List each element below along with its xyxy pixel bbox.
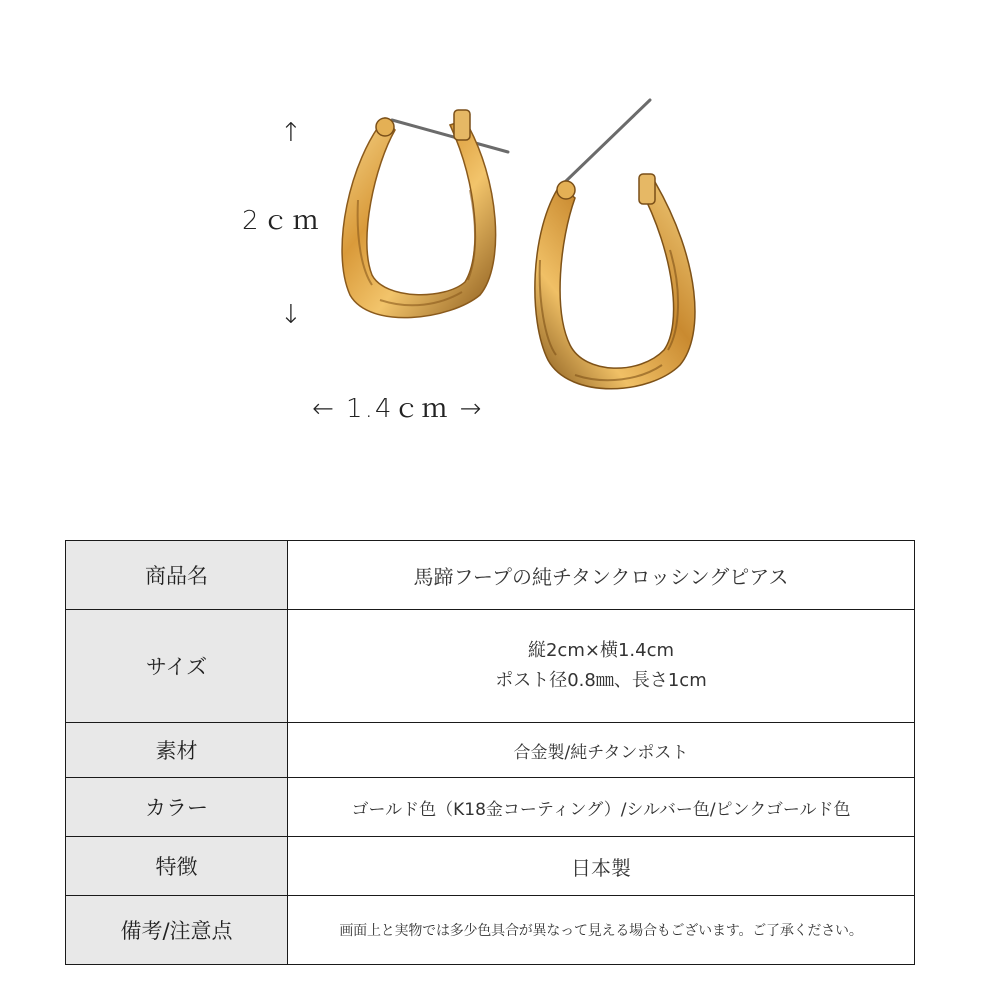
label-product-name: 商品名	[66, 541, 288, 610]
left-earring-hinge	[376, 118, 394, 136]
right-earring	[535, 100, 695, 389]
right-earring-clasp	[639, 174, 655, 204]
table-row-product-name	[66, 541, 915, 610]
value-notes: 画面上と実物では多少色具合が異なって見える場合もございます。ご了承ください。	[288, 896, 915, 965]
right-earring-post	[565, 100, 650, 182]
value-material: 合金製/純チタンポスト	[288, 723, 915, 778]
value-size-line-1: 縦2cm×横1.4cm	[527, 640, 675, 661]
height-dimension-label: 2ｃｍ	[242, 206, 323, 236]
right-earring-hinge	[557, 181, 575, 199]
left-earring-clasp	[454, 110, 470, 140]
label-color: カラー	[66, 778, 288, 837]
table-row-size	[66, 610, 915, 723]
label-size: サイズ	[66, 610, 288, 723]
left-earring-hoop	[342, 118, 496, 318]
right-earring-hoop	[535, 182, 695, 389]
left-earring	[342, 110, 508, 318]
value-product-name: 馬蹄フープの純チタンクロッシングピアス	[288, 541, 915, 610]
label-notes: 備考/注意点	[66, 896, 288, 965]
spec-table	[65, 540, 915, 965]
table-row-notes	[66, 896, 915, 965]
value-size-line-2: ポスト径0.8㎜、長さ1cm	[495, 670, 707, 691]
table-row-material	[66, 723, 915, 778]
value-color: ゴールド色（K18金コーティング）/シルバー色/ピンクゴールド色	[288, 778, 915, 837]
value-size	[288, 610, 915, 723]
label-material: 素材	[66, 723, 288, 778]
width-dimension-label: ← 1.4ｃｍ →	[312, 394, 484, 424]
table-row-color	[66, 778, 915, 837]
arrow-down-icon: ↓	[280, 300, 302, 330]
value-feature: 日本製	[288, 837, 915, 896]
label-feature: 特徴	[66, 837, 288, 896]
table-row-feature	[66, 837, 915, 896]
arrow-up-icon: ↑	[280, 118, 302, 148]
